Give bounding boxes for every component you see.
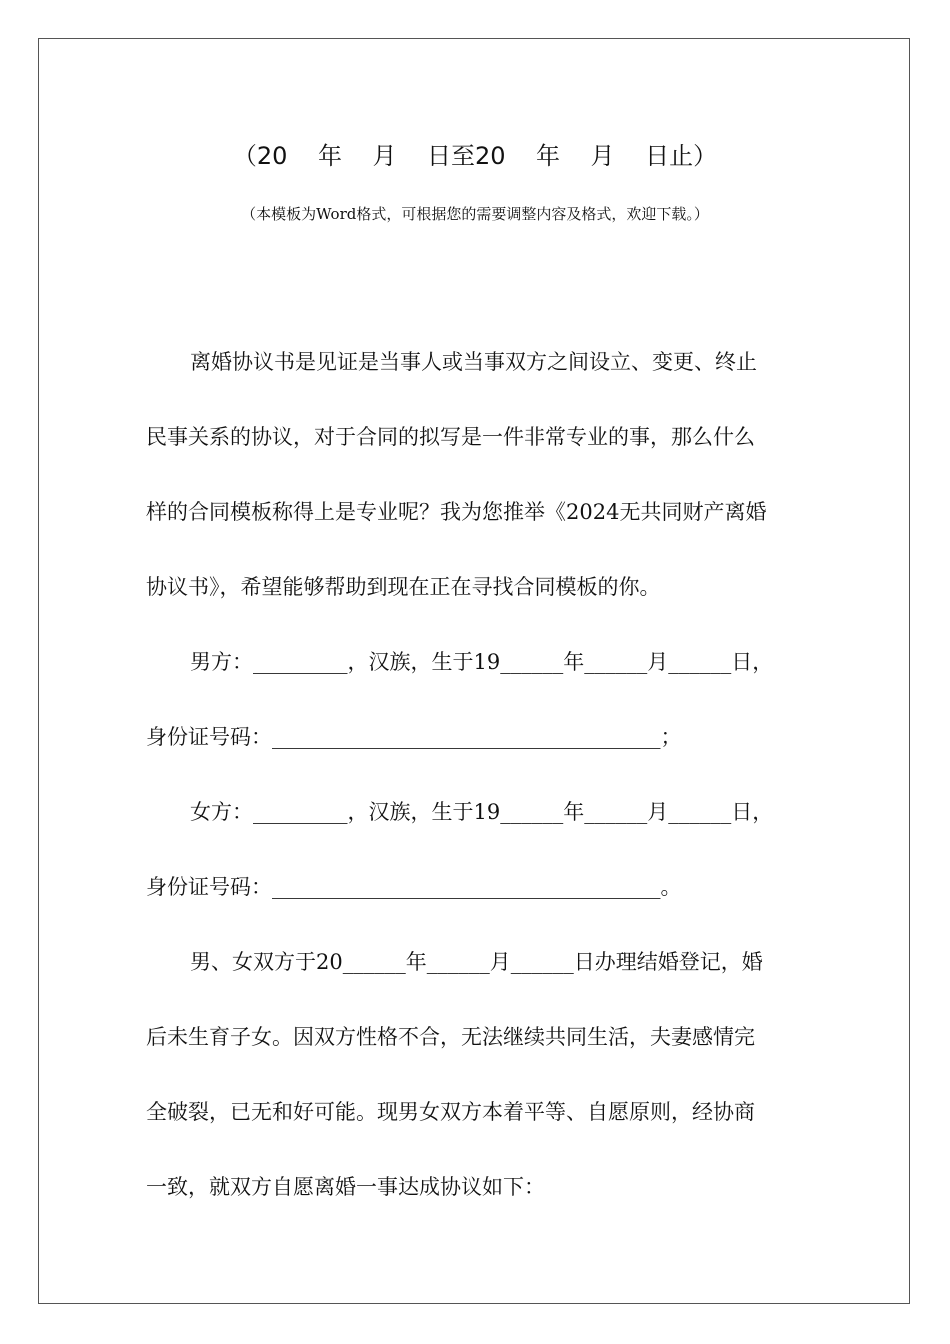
date-range-heading: （20 年 月 日至20 年 月 日止） — [232, 142, 718, 170]
paragraph-line: 协议书》，希望能够帮助到现在正在寻找合同模板的你。 — [146, 575, 661, 599]
paragraph-line: 离婚协议书是见证是当事人或当事双方之间设立、变更、终止 — [190, 350, 757, 374]
wife-info-line: 女方：_________，汉族，生于19______年______月______日， — [190, 800, 774, 824]
template-note: （本模板为Word格式，可根据您的需要调整内容及格式，欢迎下载。） — [241, 205, 709, 223]
paragraph-line: 男、女双方于20______年______月______日办理结婚登记，婚 — [190, 950, 763, 974]
wife-id-line: 身份证号码：_____________________________________。 — [146, 875, 682, 899]
paragraph-line: 样的合同模板称得上是专业呢？我为您推举《2024无共同财产离婚 — [146, 500, 767, 524]
husband-id-line: 身份证号码：_____________________________________； — [146, 725, 682, 749]
paragraph-line: 全破裂，已无和好可能。现男女双方本着平等、自愿原则，经协商 — [146, 1100, 755, 1124]
paragraph-line: 民事关系的协议，对于合同的拟写是一件非常专业的事，那么什么 — [146, 425, 755, 449]
paragraph-line: 后未生育子女。因双方性格不合，无法继续共同生活，夫妻感情完 — [146, 1025, 755, 1049]
paragraph-line: 一致，就双方自愿离婚一事达成协议如下： — [146, 1175, 545, 1199]
husband-info-line: 男方：_________，汉族，生于19______年______月______日， — [190, 650, 774, 674]
